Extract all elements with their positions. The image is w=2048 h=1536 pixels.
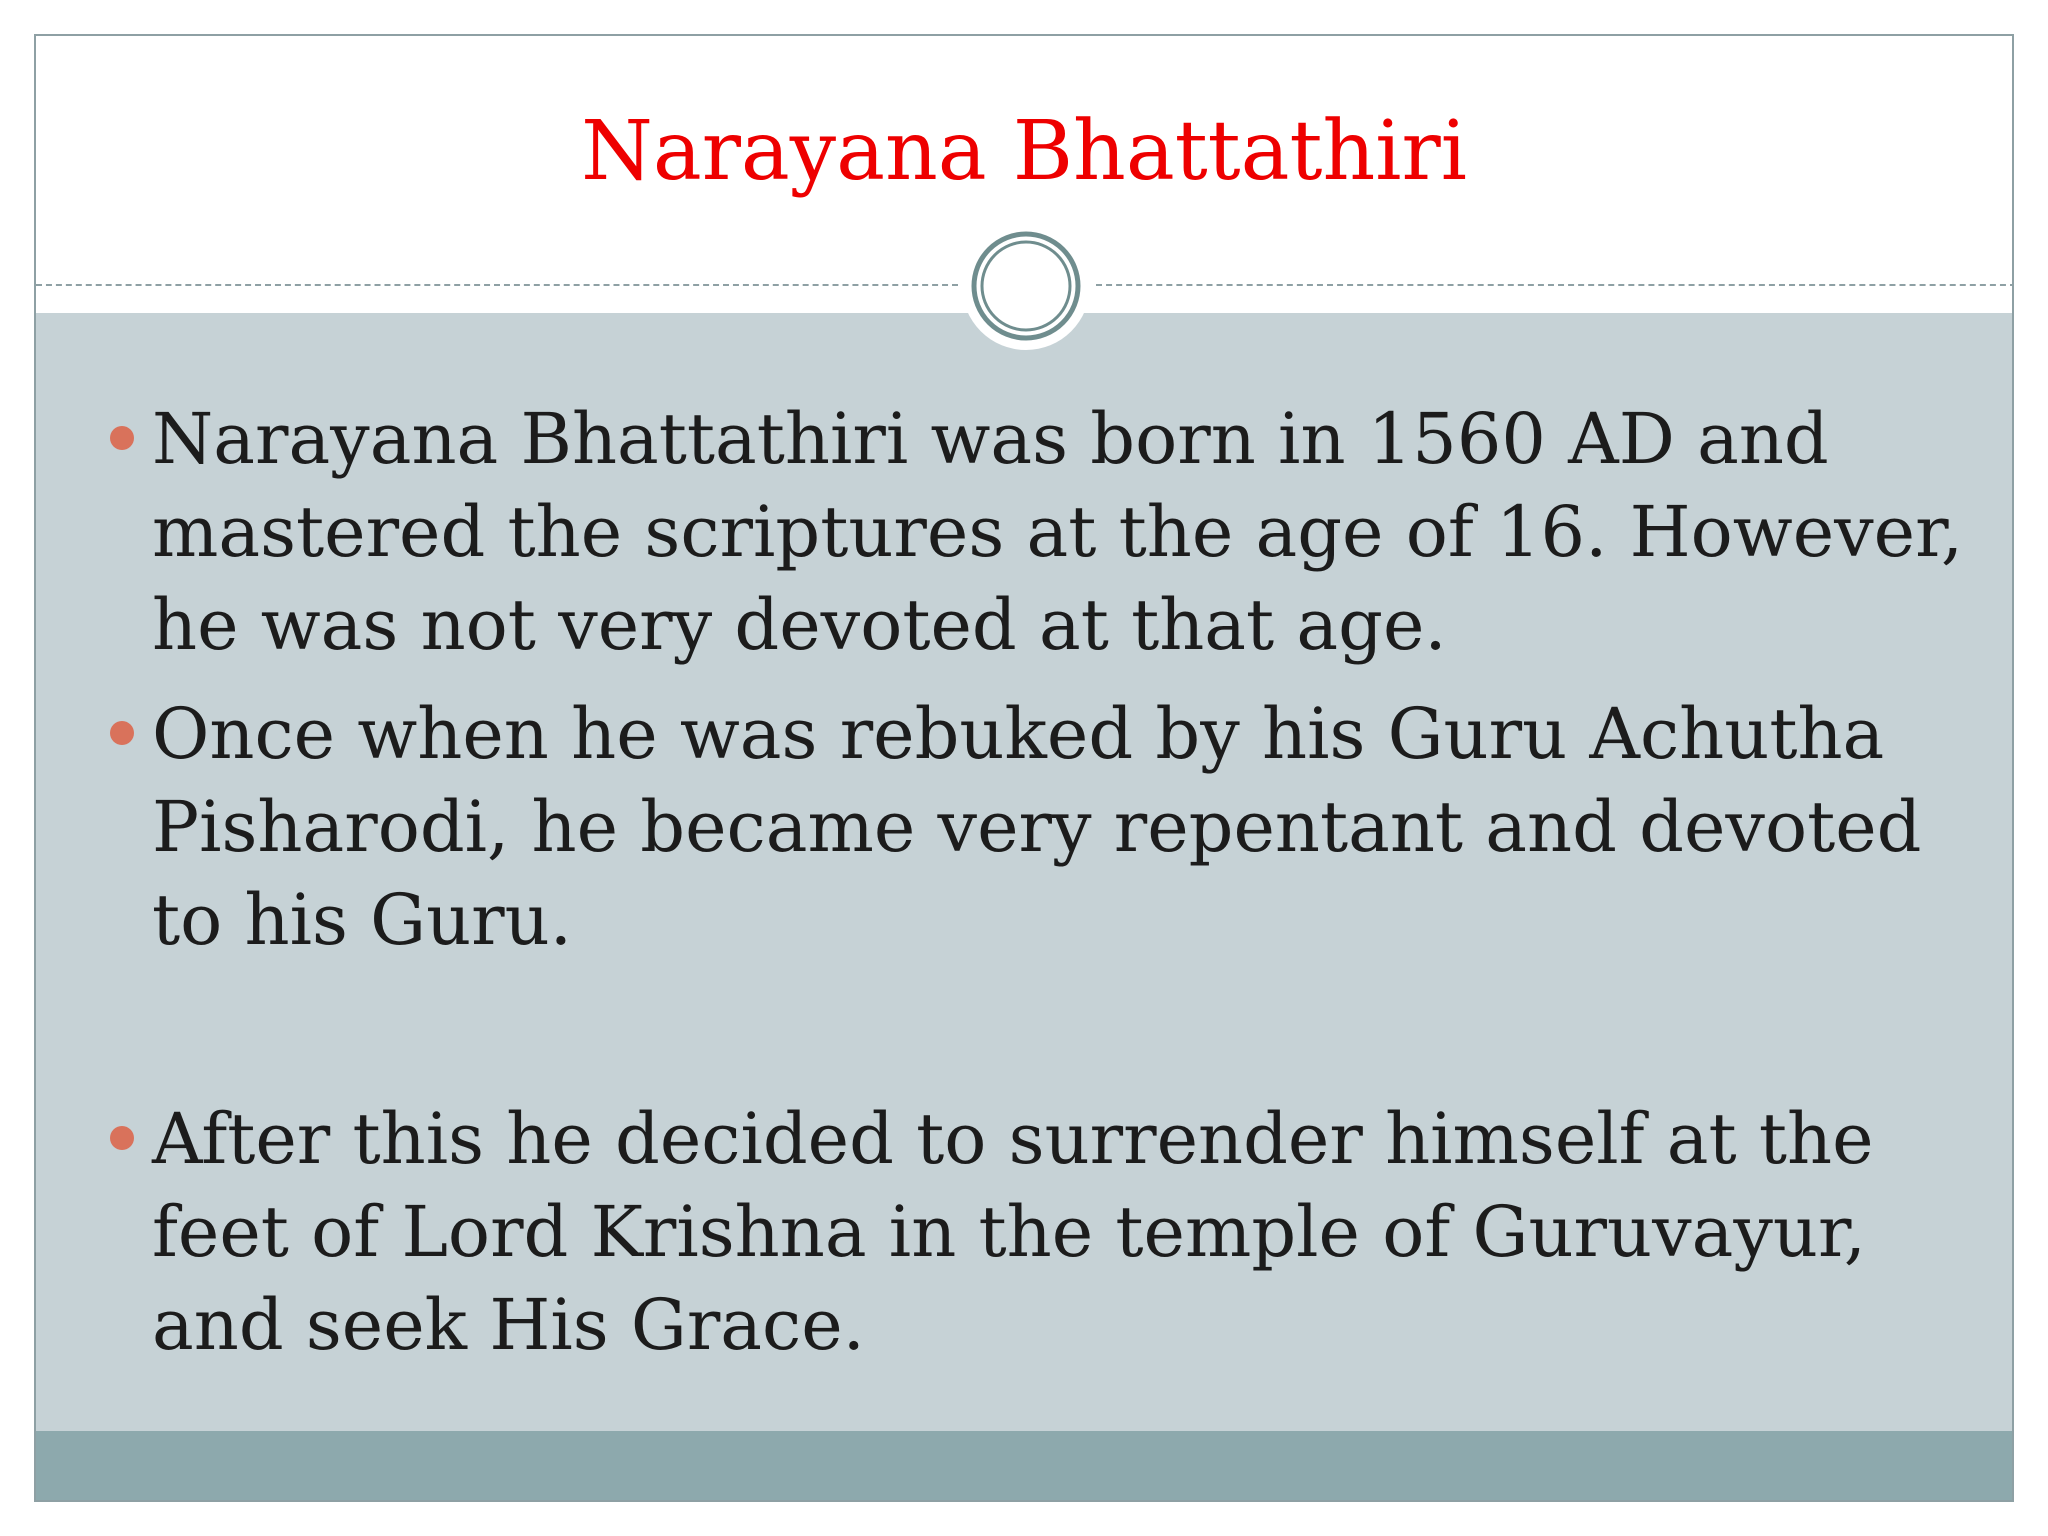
bullet-text: Narayana Bhattathiri was born in 1560 AD and mastered the scriptures at the age of 16. However, he was not very devoted at that age.	[152, 398, 1964, 666]
slide	[34, 34, 2014, 1502]
bullet-item	[152, 393, 1982, 672]
bullet-list	[36, 313, 2012, 1431]
title-divider-right	[1096, 284, 2014, 286]
bullet-dot-icon	[110, 426, 134, 450]
bullet-text: Once when he was rebuked by his Guru Achutha Pisharodi, he became very repentant and devoted to his Guru.	[152, 693, 1922, 961]
title-divider-left	[36, 284, 958, 286]
ring-ornament-icon	[960, 220, 1092, 352]
bullet-dot-icon	[110, 1126, 134, 1150]
content-area	[36, 313, 2012, 1431]
bullet-item	[152, 688, 1982, 967]
slide-title: Narayana Bhattathiri	[581, 104, 1467, 199]
bullet-dot-icon	[110, 721, 134, 745]
footer-band	[36, 1431, 2012, 1502]
bullet-text: After this he decided to surrender himself at the feet of Lord Krishna in the temple of Guruvayur, and seek His Grace.	[152, 1098, 1874, 1366]
bullet-item	[152, 1093, 1982, 1372]
